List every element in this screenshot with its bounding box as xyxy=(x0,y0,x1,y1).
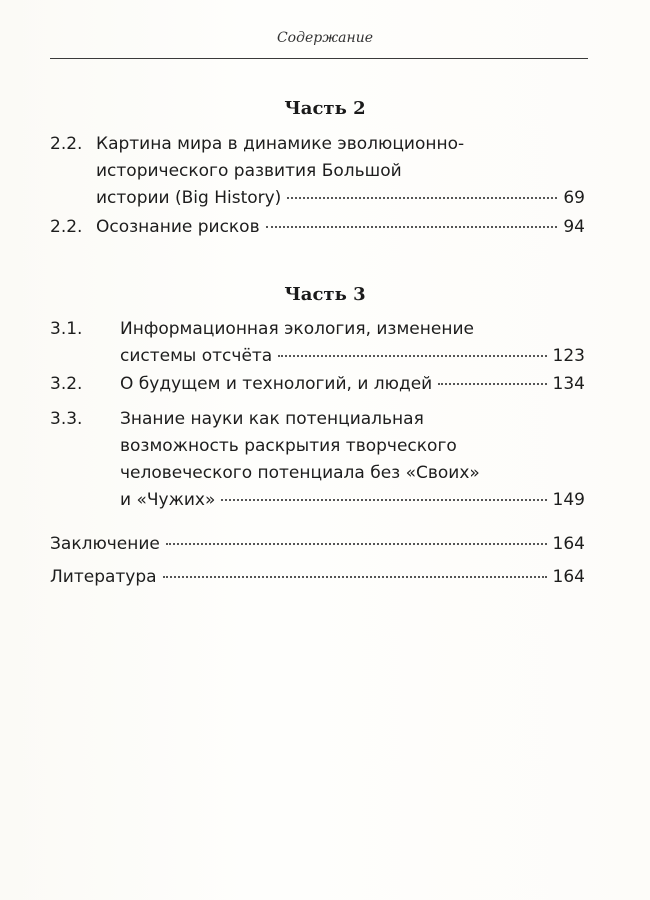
toc-entry-title-last-line: О будущем и технологий, и людей xyxy=(120,374,433,394)
toc-entry-literature[interactable] xyxy=(50,564,585,591)
toc-entry-title-last-line: Заключение xyxy=(50,534,160,554)
toc-entry-page: 123 xyxy=(552,346,585,366)
toc-entry-number: 3.3. xyxy=(50,409,83,429)
toc-entry-title-line-2: возможность раскрытия творческого xyxy=(120,436,457,456)
dot-leader xyxy=(163,576,547,578)
toc-entry-number: 3.1. xyxy=(50,319,83,339)
toc-entry-title-last-line: Литература xyxy=(50,567,157,587)
dot-leader xyxy=(221,499,546,501)
part-2-title: Часть 2 xyxy=(284,98,366,119)
toc-entry-title-last-line: и «Чужих» xyxy=(120,490,216,510)
toc-entry-2-2-risk-awareness[interactable] xyxy=(50,214,585,241)
toc-entry-title-line-2: исторического развития Большой xyxy=(96,161,402,181)
toc-entry-conclusion[interactable] xyxy=(50,531,585,558)
toc-entry-title-last-line: системы отсчёта xyxy=(120,346,273,366)
toc-entry-number: 2.2. xyxy=(50,217,83,237)
toc-entry-page: 134 xyxy=(552,374,585,394)
toc-entry-3-3-science-knowledge[interactable] xyxy=(50,406,585,514)
toc-entry-3-2-future-technology[interactable] xyxy=(50,371,585,398)
toc-entry-page: 164 xyxy=(552,534,585,554)
toc-entry-page: 164 xyxy=(552,567,585,587)
toc-entry-page: 69 xyxy=(563,188,585,208)
toc-entry-title-line-1: Информационная экология, изменение xyxy=(120,319,474,339)
dot-leader xyxy=(266,226,558,228)
dot-leader xyxy=(287,197,557,199)
toc-entry-number: 3.2. xyxy=(50,374,83,394)
running-head: Содержание xyxy=(276,30,374,46)
toc-entry-title-last-line: Осознание рисков xyxy=(96,217,260,237)
toc-entry-3-1-information-ecology[interactable] xyxy=(50,316,585,370)
part-3-title: Часть 3 xyxy=(284,284,366,305)
header-rule xyxy=(50,58,588,59)
toc-entry-title-last-line: истории (Big History) xyxy=(96,188,282,208)
toc-entry-title-line-1: Картина мира в динамике эволюционно- xyxy=(96,134,465,154)
toc-entry-number: 2.2. xyxy=(50,134,83,154)
toc-entry-2-2-world-picture[interactable] xyxy=(50,131,585,212)
toc-entry-title-line-1: Знание науки как потенциальная xyxy=(120,409,424,429)
toc-entry-title-line-3: человеческого потенциала без «Своих» xyxy=(120,463,480,483)
toc-entry-page: 149 xyxy=(552,490,585,510)
dot-leader xyxy=(278,355,546,357)
dot-leader xyxy=(438,383,546,385)
toc-entry-page: 94 xyxy=(563,217,585,237)
dot-leader xyxy=(166,543,547,545)
